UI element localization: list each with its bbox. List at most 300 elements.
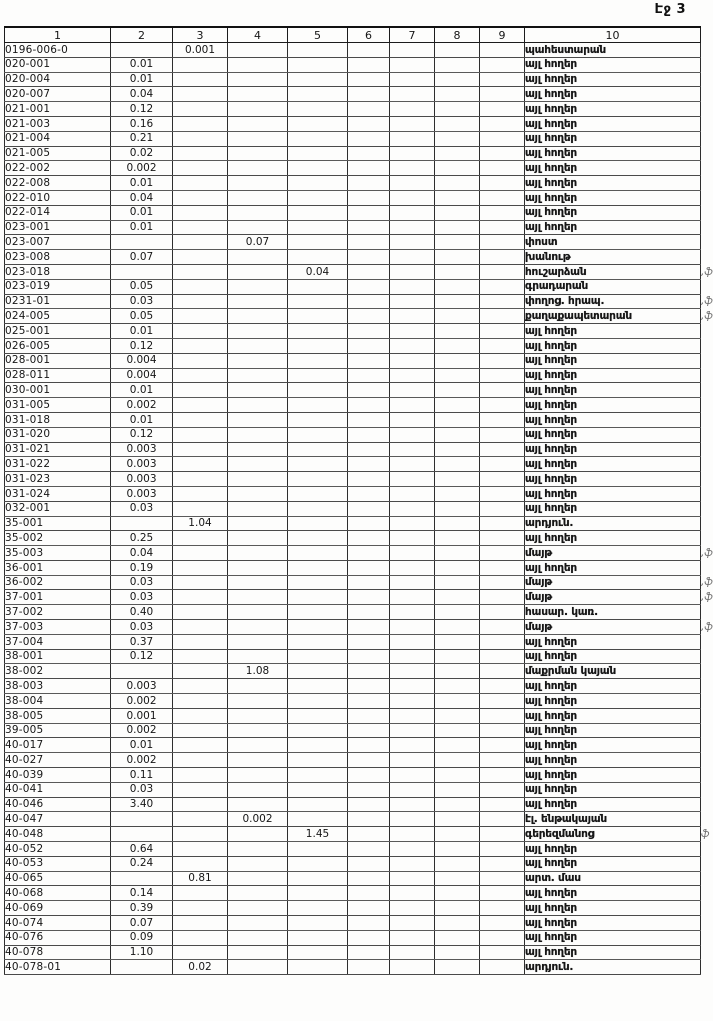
value-cell-2: 0.07 (111, 250, 173, 265)
land-use-cell: մայթ (525, 575, 701, 590)
parcel-code-cell: 37-003 (5, 620, 111, 635)
value-cell-3: 0.001 (173, 43, 228, 58)
empty-cell-6 (348, 708, 390, 723)
value-cell-5 (288, 309, 348, 324)
empty-cell-9 (480, 472, 525, 487)
value-cell-5 (288, 353, 348, 368)
margin-mark (701, 472, 713, 487)
value-cell-3: 0.02 (173, 960, 228, 975)
header-row (5, 27, 713, 43)
value-cell-4 (228, 457, 288, 472)
empty-cell-6 (348, 368, 390, 383)
empty-cell-7 (390, 753, 435, 768)
value-cell-5 (288, 723, 348, 738)
margin-mark (701, 634, 713, 649)
empty-cell-7 (390, 501, 435, 516)
empty-cell-9 (480, 738, 525, 753)
land-use-cell: փողոց. հրապ. (525, 294, 701, 309)
land-use-cell: քաղաքապետարան (525, 309, 701, 324)
empty-cell-9 (480, 205, 525, 220)
value-cell-4 (228, 190, 288, 205)
value-cell-2: 0.002 (111, 398, 173, 413)
column-header-4: 4 (228, 27, 288, 43)
value-cell-2: 0.19 (111, 560, 173, 575)
margin-mark: ,ֆ (701, 591, 713, 604)
margin-mark (701, 901, 713, 916)
empty-cell-6 (348, 442, 390, 457)
empty-cell-6 (348, 412, 390, 427)
empty-cell-8 (435, 205, 480, 220)
margin-mark (701, 442, 713, 457)
table-row (5, 72, 713, 87)
empty-cell-9 (480, 753, 525, 768)
value-cell-2: 0.24 (111, 856, 173, 871)
empty-cell-8 (435, 412, 480, 427)
value-cell-3 (173, 768, 228, 783)
value-cell-2: 0.40 (111, 605, 173, 620)
empty-cell-8 (435, 605, 480, 620)
land-use-cell: այլ հողեր (525, 116, 701, 131)
value-cell-4 (228, 87, 288, 102)
empty-cell-9 (480, 708, 525, 723)
value-cell-5 (288, 486, 348, 501)
empty-cell-9 (480, 412, 525, 427)
value-cell-5 (288, 797, 348, 812)
margin-mark: ,ֆ (701, 546, 713, 559)
land-use-cell: այլ հողեր (525, 679, 701, 694)
value-cell-4 (228, 338, 288, 353)
empty-cell-9 (480, 679, 525, 694)
land-use-cell: էլ. ենթակայան (525, 812, 701, 827)
parcel-code-cell: 40-047 (5, 812, 111, 827)
empty-cell-8 (435, 383, 480, 398)
value-cell-3 (173, 916, 228, 931)
empty-cell-7 (390, 368, 435, 383)
empty-cell-7 (390, 250, 435, 265)
empty-cell-9 (480, 886, 525, 901)
value-cell-3 (173, 279, 228, 294)
value-cell-2: 0.03 (111, 782, 173, 797)
parcel-code-cell: 028-001 (5, 353, 111, 368)
table-row (5, 871, 713, 886)
value-cell-3 (173, 102, 228, 117)
value-cell-5 (288, 190, 348, 205)
parcel-code-cell: 40-027 (5, 753, 111, 768)
empty-cell-8 (435, 294, 480, 309)
empty-cell-7 (390, 294, 435, 309)
empty-cell-6 (348, 546, 390, 561)
empty-cell-7 (390, 353, 435, 368)
value-cell-5 (288, 102, 348, 117)
empty-cell-6 (348, 960, 390, 975)
table-row (5, 146, 713, 161)
value-cell-2: 0.003 (111, 457, 173, 472)
empty-cell-7 (390, 472, 435, 487)
value-cell-3: 1.04 (173, 516, 228, 531)
empty-cell-9 (480, 768, 525, 783)
empty-cell-7 (390, 279, 435, 294)
empty-cell-8 (435, 457, 480, 472)
empty-cell-7 (390, 116, 435, 131)
empty-cell-7 (390, 856, 435, 871)
empty-cell-8 (435, 753, 480, 768)
parcel-code-cell: 38-003 (5, 679, 111, 694)
value-cell-3 (173, 205, 228, 220)
empty-cell-8 (435, 856, 480, 871)
margin-mark (701, 797, 713, 812)
empty-cell-6 (348, 398, 390, 413)
empty-cell-6 (348, 383, 390, 398)
value-cell-4 (228, 161, 288, 176)
empty-cell-6 (348, 827, 390, 842)
value-cell-5 (288, 856, 348, 871)
table-row (5, 87, 713, 102)
value-cell-4 (228, 353, 288, 368)
empty-cell-9 (480, 250, 525, 265)
table-row (5, 309, 713, 324)
table-row (5, 901, 713, 916)
parcel-code-cell: 40-017 (5, 738, 111, 753)
margin-mark (701, 190, 713, 205)
value-cell-4 (228, 220, 288, 235)
empty-cell-8 (435, 176, 480, 191)
margin-mark (701, 486, 713, 501)
margin-mark (701, 412, 713, 427)
empty-cell-7 (390, 560, 435, 575)
value-cell-3 (173, 146, 228, 161)
table-row (5, 575, 713, 590)
value-cell-3 (173, 72, 228, 87)
parcel-code-cell: 39-005 (5, 723, 111, 738)
margin-mark (701, 694, 713, 709)
value-cell-2: 0.09 (111, 930, 173, 945)
empty-cell-8 (435, 427, 480, 442)
table-row (5, 116, 713, 131)
parcel-code-cell: 40-041 (5, 782, 111, 797)
value-cell-2 (111, 871, 173, 886)
value-cell-4 (228, 368, 288, 383)
empty-cell-8 (435, 190, 480, 205)
value-cell-5: 1.45 (288, 827, 348, 842)
table-row (5, 472, 713, 487)
empty-cell-9 (480, 501, 525, 516)
margin-mark (701, 560, 713, 575)
empty-cell-9 (480, 131, 525, 146)
empty-cell-8 (435, 916, 480, 931)
empty-cell-7 (390, 324, 435, 339)
empty-cell-9 (480, 43, 525, 58)
empty-cell-8 (435, 516, 480, 531)
empty-cell-7 (390, 738, 435, 753)
value-cell-3 (173, 131, 228, 146)
value-cell-4 (228, 842, 288, 857)
empty-cell-7 (390, 679, 435, 694)
table-row (5, 768, 713, 783)
table-row (5, 960, 713, 975)
value-cell-2: 0.12 (111, 338, 173, 353)
value-cell-3 (173, 738, 228, 753)
empty-cell-9 (480, 457, 525, 472)
margin-mark (701, 220, 713, 235)
empty-cell-7 (390, 412, 435, 427)
value-cell-2: 0.21 (111, 131, 173, 146)
empty-cell-7 (390, 649, 435, 664)
margin-mark (701, 812, 713, 827)
empty-cell-9 (480, 930, 525, 945)
value-cell-3 (173, 930, 228, 945)
value-cell-2: 0.002 (111, 161, 173, 176)
empty-cell-8 (435, 634, 480, 649)
value-cell-5 (288, 842, 348, 857)
value-cell-4 (228, 501, 288, 516)
land-use-cell: այլ հողեր (525, 338, 701, 353)
margin-mark (701, 338, 713, 353)
value-cell-5 (288, 738, 348, 753)
empty-cell-6 (348, 782, 390, 797)
empty-cell-6 (348, 72, 390, 87)
value-cell-2: 0.03 (111, 620, 173, 635)
land-use-cell: մայթ (525, 620, 701, 635)
value-cell-5 (288, 383, 348, 398)
parcel-code-cell: 40-046 (5, 797, 111, 812)
value-cell-4 (228, 723, 288, 738)
land-use-cell: մայթ (525, 546, 701, 561)
table-row (5, 43, 713, 58)
value-cell-2: 0.003 (111, 472, 173, 487)
margin-mark (701, 205, 713, 220)
value-cell-2: 0.02 (111, 146, 173, 161)
margin-mark (701, 368, 713, 383)
margin-mark (701, 886, 713, 901)
empty-cell-6 (348, 131, 390, 146)
empty-cell-8 (435, 797, 480, 812)
empty-cell-6 (348, 501, 390, 516)
land-use-cell: այլ հողեր (525, 176, 701, 191)
empty-cell-6 (348, 486, 390, 501)
value-cell-5 (288, 753, 348, 768)
value-cell-4 (228, 856, 288, 871)
value-cell-3 (173, 782, 228, 797)
empty-cell-7 (390, 960, 435, 975)
land-use-cell: այլ հողեր (525, 797, 701, 812)
empty-cell-8 (435, 901, 480, 916)
value-cell-5 (288, 560, 348, 575)
value-cell-2: 0.003 (111, 679, 173, 694)
table-row (5, 560, 713, 575)
parcel-code-cell: 031-005 (5, 398, 111, 413)
table-row (5, 856, 713, 871)
value-cell-4 (228, 694, 288, 709)
value-cell-3 (173, 694, 228, 709)
parcel-code-cell: 023-018 (5, 264, 111, 279)
value-cell-5 (288, 871, 348, 886)
value-cell-5 (288, 235, 348, 250)
value-cell-3 (173, 338, 228, 353)
value-cell-2: 0.04 (111, 546, 173, 561)
empty-cell-9 (480, 190, 525, 205)
parcel-code-cell: 40-078-01 (5, 960, 111, 975)
empty-cell-8 (435, 501, 480, 516)
value-cell-4: 0.07 (228, 235, 288, 250)
land-use-cell: այլ հողեր (525, 560, 701, 575)
value-cell-5 (288, 664, 348, 679)
value-cell-3 (173, 679, 228, 694)
column-header-3: 3 (173, 27, 228, 43)
empty-cell-9 (480, 694, 525, 709)
land-use-cell: այլ հողեր (525, 72, 701, 87)
value-cell-3 (173, 664, 228, 679)
empty-cell-7 (390, 442, 435, 457)
value-cell-5 (288, 575, 348, 590)
table-row (5, 324, 713, 339)
table-row (5, 57, 713, 72)
value-cell-5 (288, 368, 348, 383)
empty-cell-8 (435, 575, 480, 590)
margin-mark (701, 723, 713, 738)
empty-cell-9 (480, 605, 525, 620)
empty-cell-8 (435, 368, 480, 383)
value-cell-4 (228, 250, 288, 265)
parcel-code-cell: 37-002 (5, 605, 111, 620)
parcel-code-cell: 031-018 (5, 412, 111, 427)
empty-cell-9 (480, 264, 525, 279)
empty-cell-8 (435, 279, 480, 294)
parcel-code-cell: 0196-006-0 (5, 43, 111, 58)
value-cell-5 (288, 146, 348, 161)
table-row (5, 442, 713, 457)
value-cell-2: 0.01 (111, 220, 173, 235)
table-row (5, 383, 713, 398)
column-header-1: 1 (5, 27, 111, 43)
parcel-code-cell: 021-001 (5, 102, 111, 117)
value-cell-4 (228, 679, 288, 694)
value-cell-2: 0.05 (111, 309, 173, 324)
value-cell-4 (228, 131, 288, 146)
value-cell-5 (288, 131, 348, 146)
empty-cell-9 (480, 620, 525, 635)
value-cell-4 (228, 383, 288, 398)
value-cell-5 (288, 294, 348, 309)
empty-cell-7 (390, 797, 435, 812)
empty-cell-7 (390, 871, 435, 886)
parcel-code-cell: 026-005 (5, 338, 111, 353)
value-cell-2: 0.002 (111, 694, 173, 709)
parcel-code-cell: 0231-01 (5, 294, 111, 309)
value-cell-3 (173, 472, 228, 487)
empty-cell-7 (390, 916, 435, 931)
table-row (5, 235, 713, 250)
empty-cell-6 (348, 945, 390, 960)
empty-cell-8 (435, 146, 480, 161)
parcel-code-cell: 023-008 (5, 250, 111, 265)
empty-cell-7 (390, 782, 435, 797)
value-cell-4 (228, 620, 288, 635)
table-row (5, 264, 713, 279)
land-use-cell: այլ հողեր (525, 916, 701, 931)
empty-cell-8 (435, 768, 480, 783)
margin-mark: ,ֆ (701, 265, 713, 278)
empty-cell-6 (348, 930, 390, 945)
empty-cell-7 (390, 945, 435, 960)
margin-mark (701, 457, 713, 472)
table-row (5, 812, 713, 827)
value-cell-3 (173, 590, 228, 605)
empty-cell-6 (348, 694, 390, 709)
table-row (5, 294, 713, 309)
empty-cell-7 (390, 338, 435, 353)
value-cell-5 (288, 590, 348, 605)
table-row (5, 753, 713, 768)
value-cell-2: 0.12 (111, 102, 173, 117)
parcel-code-cell: 40-065 (5, 871, 111, 886)
empty-cell-9 (480, 324, 525, 339)
margin-mark (701, 679, 713, 694)
margin-mark (701, 738, 713, 753)
value-cell-3 (173, 634, 228, 649)
value-cell-4 (228, 531, 288, 546)
margin-spacer (701, 27, 713, 43)
parcel-code-cell: 35-002 (5, 531, 111, 546)
empty-cell-9 (480, 812, 525, 827)
value-cell-3 (173, 856, 228, 871)
empty-cell-9 (480, 797, 525, 812)
empty-cell-8 (435, 116, 480, 131)
empty-cell-7 (390, 176, 435, 191)
land-use-cell: այլ հողեր (525, 412, 701, 427)
parcel-code-cell: 023-007 (5, 235, 111, 250)
parcel-code-cell: 40-053 (5, 856, 111, 871)
land-use-cell: հուշարձան (525, 264, 701, 279)
value-cell-5 (288, 501, 348, 516)
value-cell-5 (288, 916, 348, 931)
empty-cell-7 (390, 827, 435, 842)
margin-mark (701, 43, 713, 58)
value-cell-2: 0.01 (111, 738, 173, 753)
land-use-cell: այլ հողեր (525, 856, 701, 871)
value-cell-5 (288, 205, 348, 220)
land-use-cell: այլ հողեր (525, 634, 701, 649)
value-cell-2: 0.002 (111, 723, 173, 738)
value-cell-4 (228, 782, 288, 797)
parcel-code-cell: 031-022 (5, 457, 111, 472)
land-use-cell: այլ հողեր (525, 368, 701, 383)
value-cell-5 (288, 901, 348, 916)
value-cell-4 (228, 753, 288, 768)
land-use-cell: այլ հողեր (525, 146, 701, 161)
empty-cell-7 (390, 516, 435, 531)
parcel-code-cell: 020-007 (5, 87, 111, 102)
margin-mark: ,ֆ (701, 295, 713, 308)
margin-mark (701, 131, 713, 146)
empty-cell-9 (480, 427, 525, 442)
empty-cell-9 (480, 916, 525, 931)
value-cell-4 (228, 442, 288, 457)
empty-cell-8 (435, 102, 480, 117)
land-use-cell: այլ հողեր (525, 57, 701, 72)
value-cell-4 (228, 634, 288, 649)
value-cell-5 (288, 324, 348, 339)
empty-cell-6 (348, 57, 390, 72)
value-cell-4 (228, 546, 288, 561)
value-cell-4 (228, 472, 288, 487)
empty-cell-9 (480, 842, 525, 857)
empty-cell-7 (390, 531, 435, 546)
value-cell-4 (228, 116, 288, 131)
parcel-code-cell: 38-002 (5, 664, 111, 679)
value-cell-3 (173, 827, 228, 842)
empty-cell-9 (480, 353, 525, 368)
empty-cell-8 (435, 664, 480, 679)
